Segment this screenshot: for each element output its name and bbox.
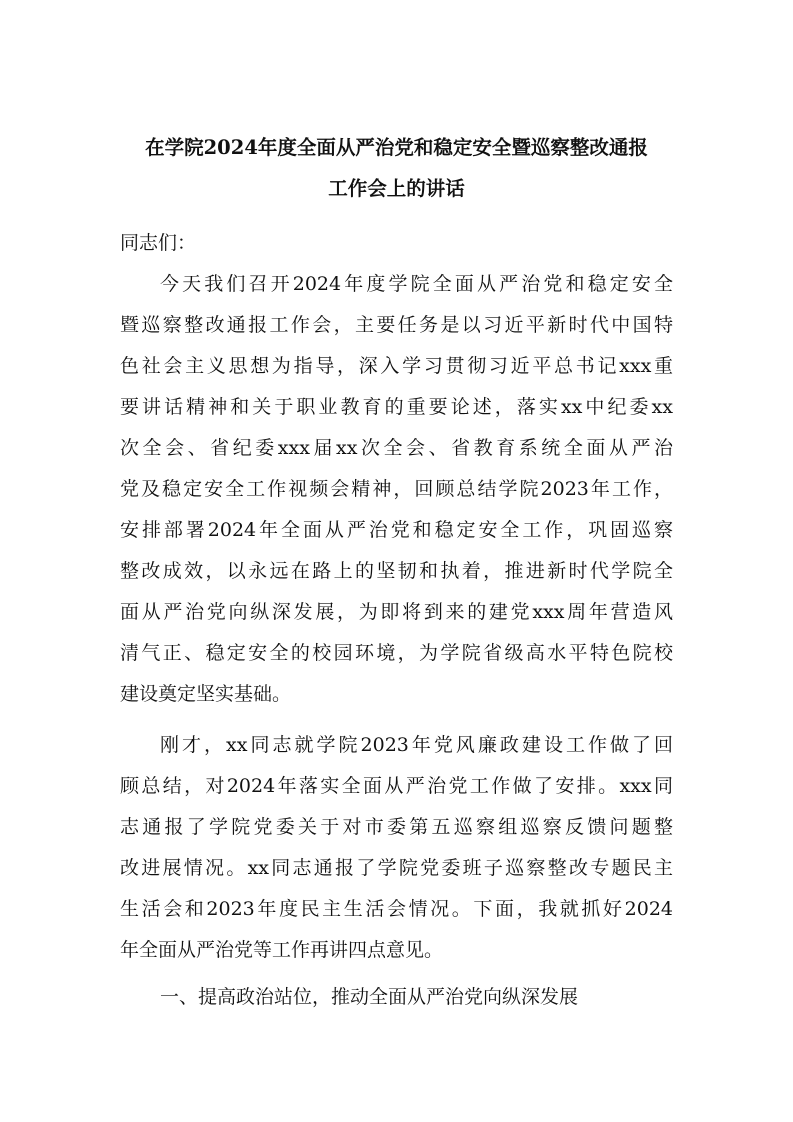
paragraph-1-line: 次全会、省纪委xxx届xx次全会、省教育系统全面从严治 bbox=[120, 437, 673, 459]
paragraph-1-line: 整改成效，以永远在路上的坚韧和执着，推进新时代学院全 bbox=[120, 560, 673, 582]
paragraph-2-line: 改进展情况。xx同志通报了学院党委班子巡察整改专题民主 bbox=[120, 857, 673, 879]
paragraph-1-line: 安排部署2024年全面从严治党和稳定安全工作，巩固巡察 bbox=[120, 519, 673, 541]
paragraph-2-line: 年全面从严治党等工作再讲四点意见。 bbox=[120, 939, 444, 961]
paragraph-1-line: 清气正、稳定安全的校园环境，为学院省级高水平特色院校 bbox=[120, 642, 673, 664]
section-heading: 一、提高政治站位，推动全面从严治党向纵深发展 bbox=[160, 986, 579, 1008]
paragraph-1-line: 今天我们召开2024年度学院全面从严治党和稳定安全 bbox=[160, 273, 673, 295]
paragraph-2-line: 生活会和2023年度民主生活会情况。下面，我就抓好2024 bbox=[120, 898, 673, 920]
paragraph-1-line: 党及稳定安全工作视频会精神，回顾总结学院2023年工作， bbox=[120, 478, 673, 500]
paragraph-2-line: 刚才，xx同志就学院2023年党风廉政建设工作做了回 bbox=[160, 734, 673, 756]
salutation: 同志们： bbox=[120, 232, 197, 254]
document-title-line-1: 在学院2024年度全面从严治党和稳定安全暨巡察整改通报 bbox=[145, 136, 648, 159]
paragraph-1-line: 建设奠定坚实基础。 bbox=[120, 683, 292, 705]
paragraph-1-line: 色社会主义思想为指导，深入学习贯彻习近平总书记xxx重 bbox=[120, 355, 673, 377]
paragraph-2-line: 顾总结，对2024年落实全面从严治党工作做了安排。xxx同 bbox=[120, 775, 673, 797]
paragraph-1-line: 要讲话精神和关于职业教育的重要论述，落实xx中纪委xx bbox=[120, 396, 673, 418]
paragraph-2-line: 志通报了学院党委关于对市委第五巡察组巡察反馈问题整 bbox=[120, 816, 673, 838]
document-title-line-2: 工作会上的讲话 bbox=[328, 177, 465, 200]
paragraph-1-line: 面从严治党向纵深发展，为即将到来的建党xxx周年营造风 bbox=[120, 601, 673, 623]
paragraph-1-line: 暨巡察整改通报工作会，主要任务是以习近平新时代中国特 bbox=[120, 314, 673, 336]
